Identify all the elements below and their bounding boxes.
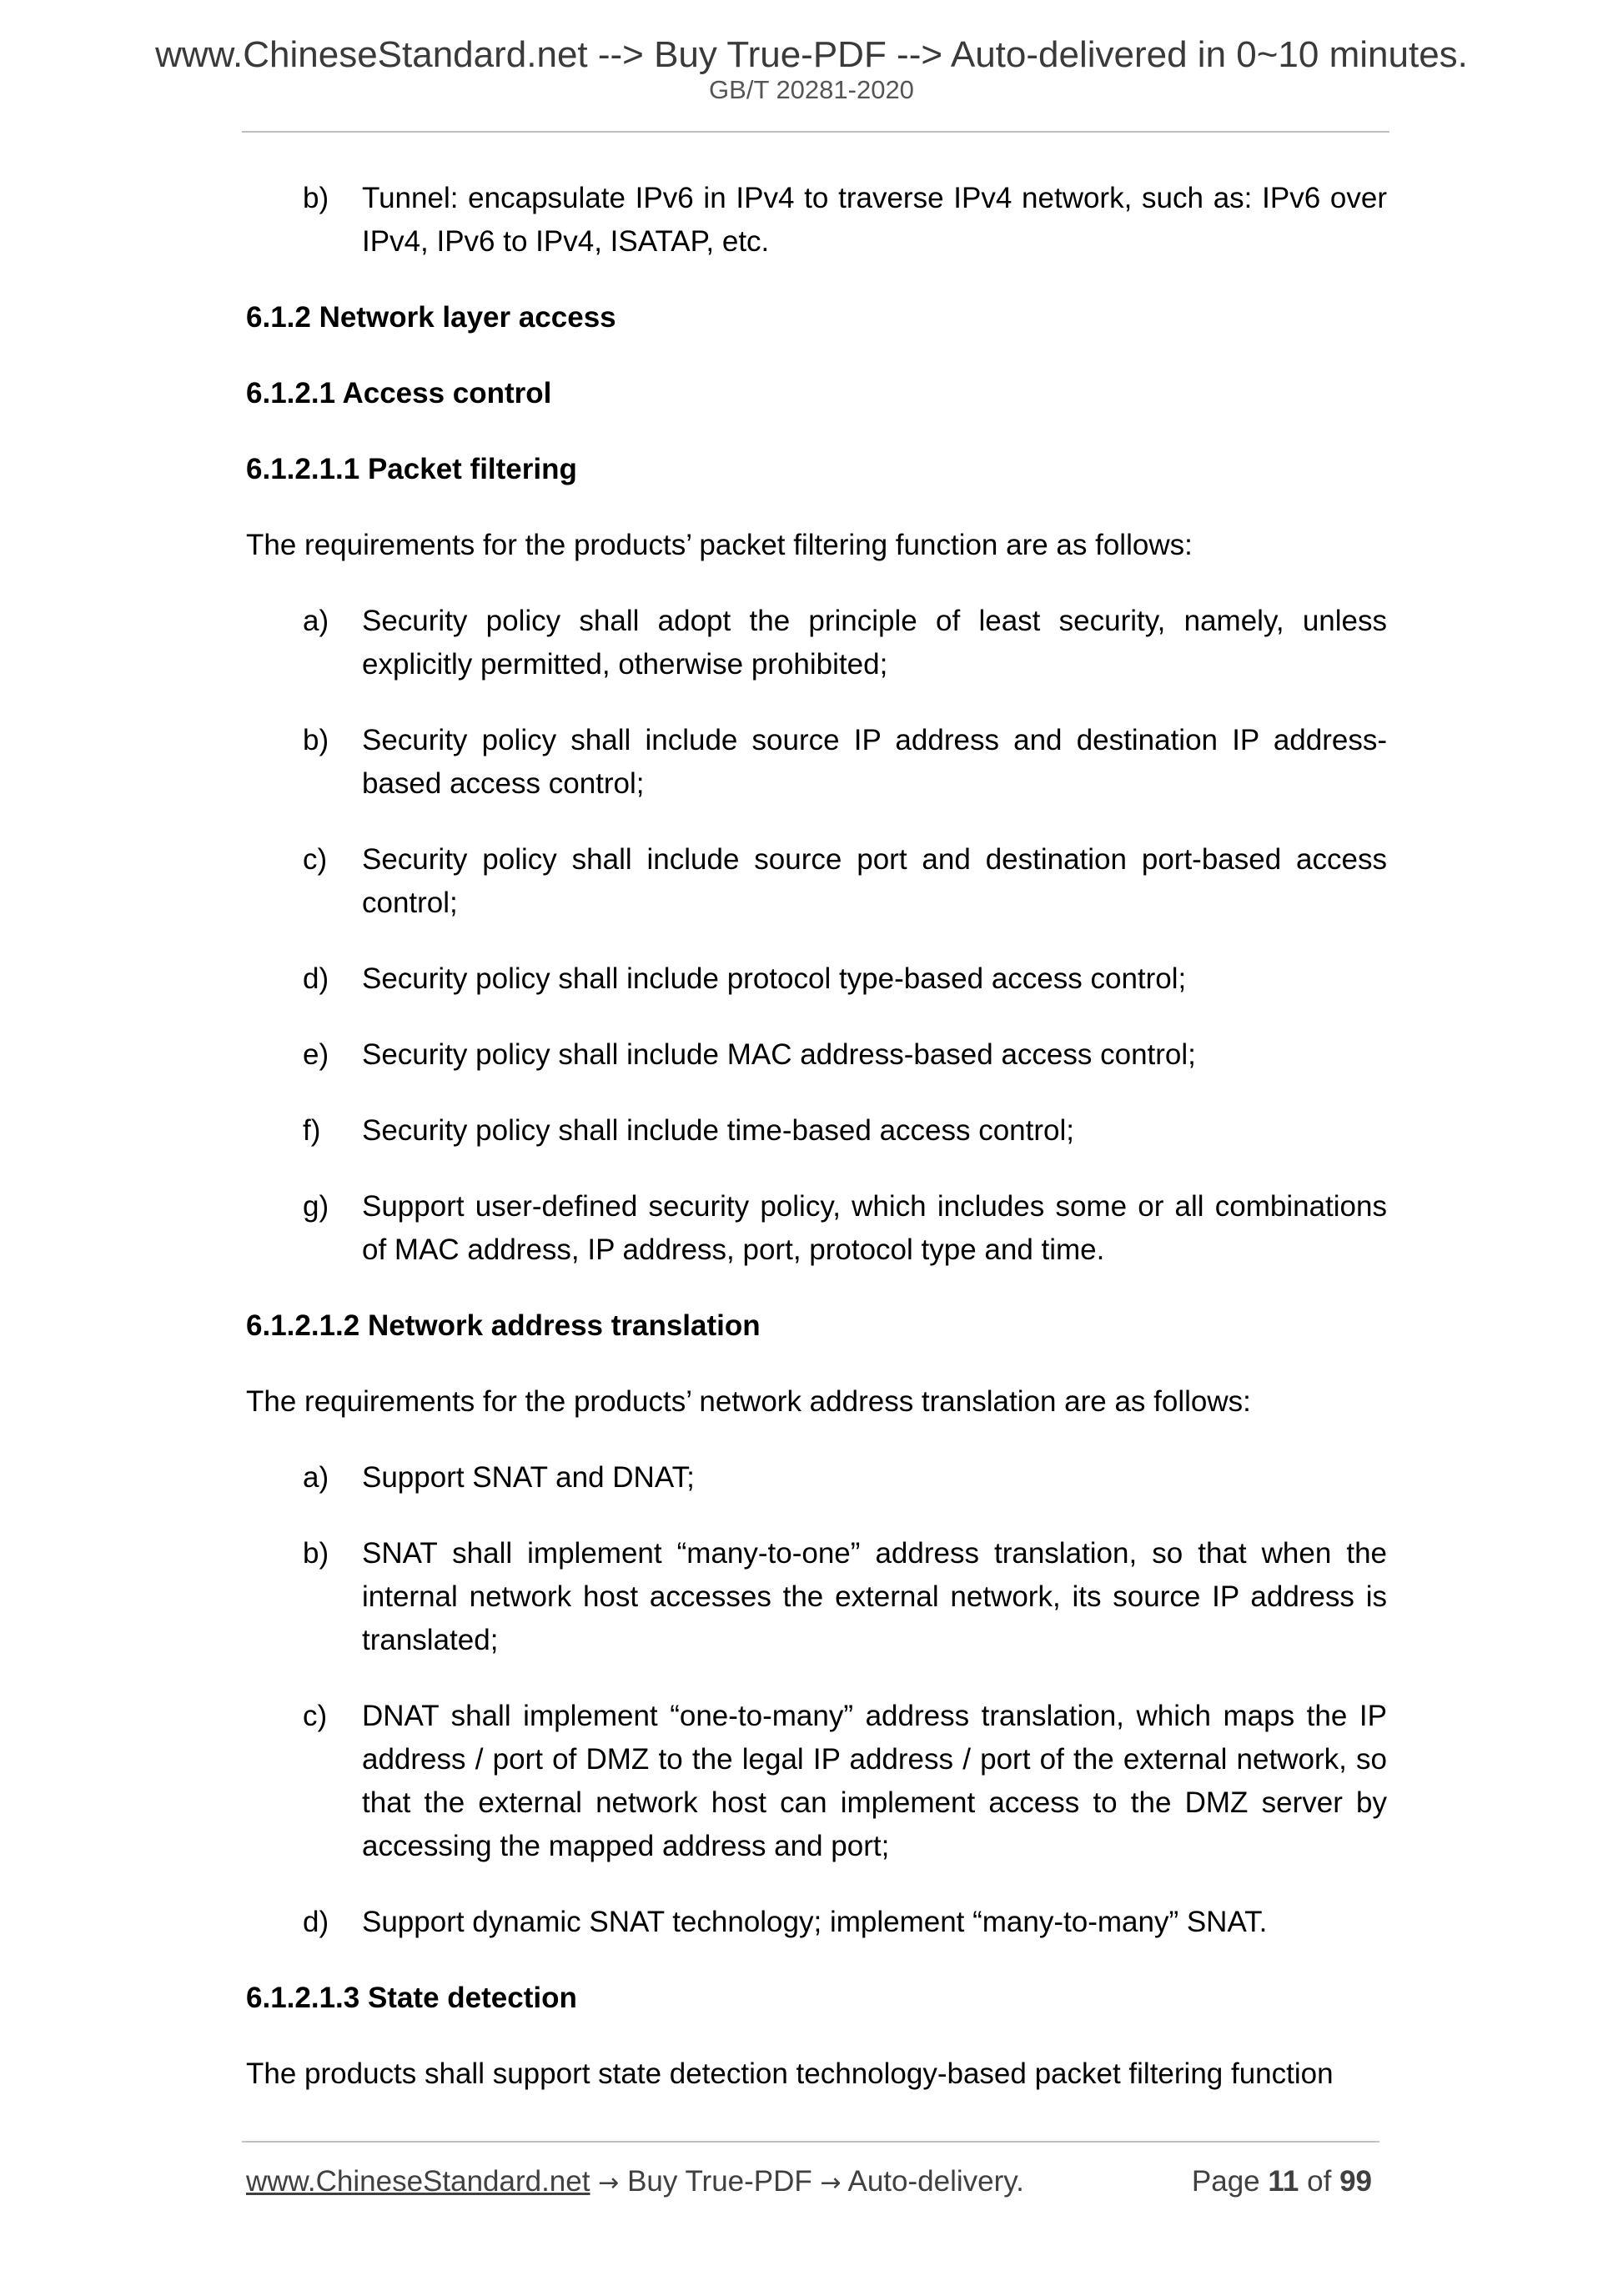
list-text: Tunnel: encapsulate IPv6 in IPv4 to traverse IPv4 network, such as: IPv6 over IPv4, IPv6 to IPv4, ISATAP, etc. <box>362 182 1387 258</box>
list-item <box>246 719 1387 806</box>
list-marker: g) <box>303 1190 329 1223</box>
list-item <box>246 177 1387 264</box>
page-footer <box>246 2163 1380 2202</box>
list-text: Security policy shall include source port and destination port-based access control; <box>362 843 1387 919</box>
list-marker: f) <box>303 1114 321 1147</box>
arrow-right-icon: → <box>598 2168 620 2198</box>
list-text: Support SNAT and DNAT; <box>362 1461 695 1494</box>
section-heading: 6.1.2.1.1 Packet filtering <box>246 453 577 485</box>
list-marker: d) <box>303 962 329 995</box>
list-item <box>246 1456 1387 1500</box>
header-divider <box>242 131 1389 133</box>
list-text: DNAT shall implement “one-to-many” address translation, which maps the IP address / port of DMZ to the legal IP address / port of the external network, so that the external network host can implement access to the DMZ server by accessing the mapped address and port; <box>362 1700 1387 1862</box>
list-text: Security policy shall include source IP address and destination IP address-based access control; <box>362 724 1387 800</box>
list-text: SNAT shall implement “many-to-one” address translation, so that when the internal network host accesses the external network, its source IP address is translated; <box>362 1537 1387 1656</box>
list-marker: a) <box>303 605 329 637</box>
arrow-right-icon: → <box>820 2168 842 2198</box>
list-marker: c) <box>303 1700 328 1732</box>
list-marker: b) <box>303 182 329 214</box>
list-item <box>246 957 1387 1001</box>
header-banner: www.ChineseStandard.net --> Buy True-PDF --> Auto-delivered in 0~10 minutes. <box>155 34 1468 75</box>
list-item <box>246 1532 1387 1662</box>
list-marker: b) <box>303 724 329 756</box>
list-item <box>246 1695 1387 1868</box>
list-item <box>246 1033 1387 1077</box>
list-marker: a) <box>303 1461 329 1494</box>
list-text: Security policy shall include time-based access control; <box>362 1114 1074 1147</box>
page-of-label: of <box>1307 2165 1332 2198</box>
list-marker: d) <box>303 1906 329 1938</box>
section-heading: 6.1.2 Network layer access <box>246 301 616 334</box>
document-body <box>246 177 1387 2128</box>
footer-buy-text: Buy True-PDF <box>627 2165 812 2198</box>
list-item <box>246 1185 1387 1272</box>
page-total: 99 <box>1339 2165 1372 2198</box>
list-text: Support user-defined security policy, which includes some or all combinations of MAC address, IP address, port, protocol type and time. <box>362 1190 1387 1266</box>
list-marker: e) <box>303 1038 329 1071</box>
list-item <box>246 838 1387 925</box>
list-text: Support dynamic SNAT technology; implement “many-to-many” SNAT. <box>362 1906 1268 1938</box>
list-text: Security policy shall include protocol type-based access control; <box>362 962 1187 995</box>
list-item <box>246 600 1387 686</box>
footer-divider <box>242 2141 1379 2143</box>
list-item <box>246 1901 1387 1944</box>
paragraph: The requirements for the products’ network address translation are as follows: <box>246 1385 1251 1418</box>
standard-code: GB/T 20281-2020 <box>709 75 914 104</box>
list-marker: c) <box>303 843 328 876</box>
list-item <box>246 1109 1387 1153</box>
paragraph: The requirements for the products’ packet filtering function are as follows: <box>246 529 1193 561</box>
footer-auto-text: Auto-delivery. <box>847 2165 1024 2198</box>
paragraph: The products shall support state detection technology-based packet filtering function <box>246 2057 1334 2090</box>
section-heading: 6.1.2.1.2 Network address translation <box>246 1309 761 1342</box>
page-label: Page <box>1191 2165 1260 2198</box>
list-text: Security policy shall include MAC address-based access control; <box>362 1038 1196 1071</box>
page-number: 11 <box>1268 2165 1299 2198</box>
footer-site-link[interactable]: www.ChineseStandard.net <box>246 2165 590 2198</box>
section-heading: 6.1.2.1 Access control <box>246 377 552 409</box>
list-marker: b) <box>303 1537 329 1570</box>
list-text: Security policy shall adopt the principle of least security, namely, unless explicitly permitted, otherwise prohibited; <box>362 605 1387 681</box>
page-indicator <box>1192 2163 1372 2200</box>
section-heading: 6.1.2.1.3 State detection <box>246 1982 577 2014</box>
